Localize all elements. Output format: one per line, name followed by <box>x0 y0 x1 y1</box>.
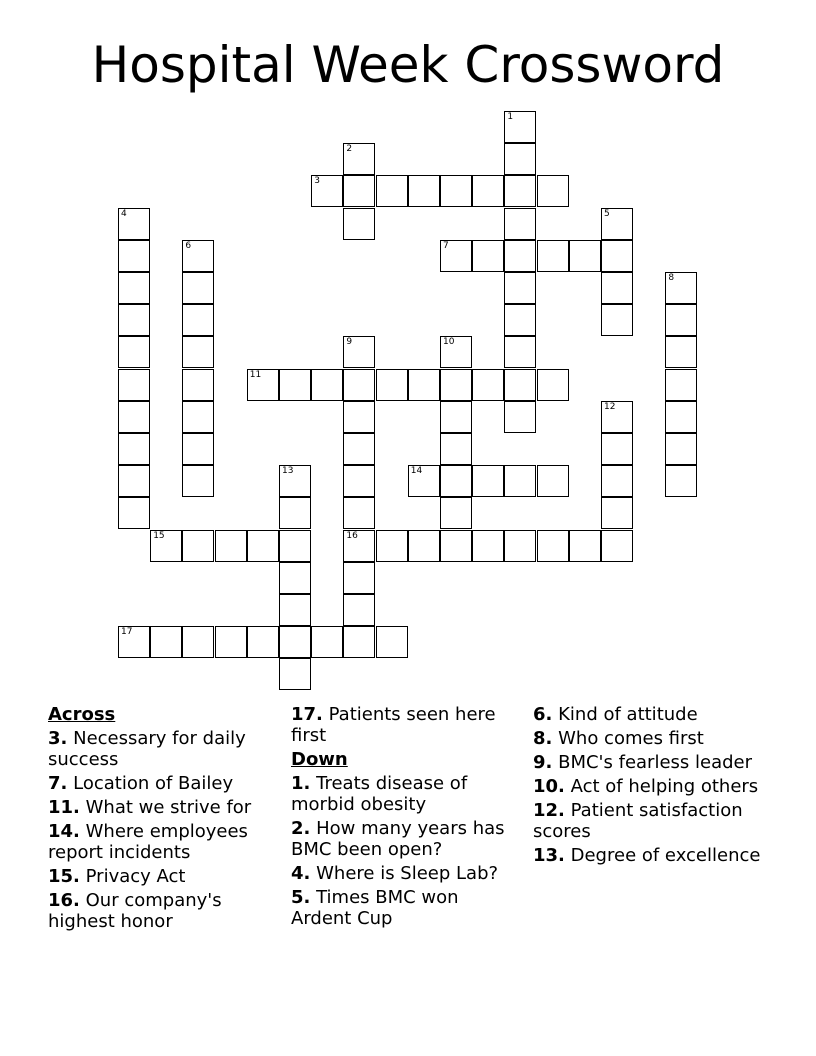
grid-cell[interactable] <box>569 530 601 562</box>
grid-cell[interactable] <box>665 465 697 497</box>
grid-cell[interactable] <box>182 369 214 401</box>
cell-number: 5 <box>604 208 610 219</box>
grid-cell[interactable] <box>408 369 440 401</box>
grid-cell[interactable] <box>182 433 214 465</box>
clue-down-10[interactable]: 10. Act of helping others <box>533 776 759 797</box>
grid-cell[interactable] <box>182 304 214 336</box>
grid-cell[interactable] <box>118 465 150 497</box>
across-heading: Across <box>48 704 116 725</box>
clue-across-17[interactable]: 17. Patients seen here first <box>291 704 496 746</box>
grid-cell[interactable] <box>279 465 311 497</box>
clue-down-6[interactable]: 6. Kind of attitude <box>533 704 698 725</box>
grid-cell[interactable] <box>118 272 150 304</box>
grid-cell[interactable] <box>182 465 214 497</box>
grid-cell[interactable] <box>343 208 375 240</box>
grid-cell[interactable] <box>182 626 214 658</box>
grid-cell[interactable] <box>311 175 343 207</box>
grid-cell[interactable] <box>376 530 408 562</box>
cell-number: 11 <box>249 369 262 380</box>
grid-cell[interactable] <box>440 175 472 207</box>
grid-cell[interactable] <box>150 626 182 658</box>
grid-cell[interactable] <box>440 240 472 272</box>
grid-cell[interactable] <box>665 433 697 465</box>
grid-cell[interactable] <box>343 562 375 594</box>
grid-cell[interactable] <box>504 143 536 175</box>
grid-cell[interactable] <box>665 369 697 401</box>
clue-column-3 <box>533 704 783 869</box>
grid-cell[interactable] <box>343 594 375 626</box>
grid-cell[interactable] <box>279 497 311 529</box>
grid-cell[interactable] <box>601 401 633 433</box>
grid-cell[interactable] <box>150 530 182 562</box>
clue-down-1[interactable]: 1. Treats disease of morbid obesity <box>291 773 468 815</box>
grid-cell[interactable] <box>665 336 697 368</box>
grid-cell[interactable] <box>343 369 375 401</box>
grid-cell[interactable] <box>537 369 569 401</box>
clue-across-14[interactable]: 14. Where employees report incidents <box>48 821 248 863</box>
grid-cell[interactable] <box>182 401 214 433</box>
grid-cell[interactable] <box>472 175 504 207</box>
cell-number: 10 <box>443 337 455 348</box>
grid-cell[interactable] <box>376 369 408 401</box>
grid-cell[interactable] <box>279 562 311 594</box>
grid-cell[interactable] <box>504 272 536 304</box>
grid-cell[interactable] <box>182 336 214 368</box>
cell-number: 7 <box>443 240 449 251</box>
grid-cell[interactable] <box>440 530 472 562</box>
grid-cell[interactable] <box>343 401 375 433</box>
grid-cell[interactable] <box>343 175 375 207</box>
grid-cell[interactable] <box>472 530 504 562</box>
clue-across-3[interactable]: 3. Necessary for daily success <box>48 728 246 770</box>
grid-cell[interactable] <box>440 369 472 401</box>
clue-column-1 <box>48 704 280 935</box>
grid-cell[interactable] <box>408 530 440 562</box>
grid-cell[interactable] <box>601 208 633 240</box>
grid-cell[interactable] <box>665 304 697 336</box>
grid-cell[interactable] <box>504 111 536 143</box>
clue-across-11[interactable]: 11. What we strive for <box>48 797 252 818</box>
grid-cell[interactable] <box>118 336 150 368</box>
grid-cell[interactable] <box>247 369 279 401</box>
grid-cell[interactable] <box>440 401 472 433</box>
grid-cell[interactable] <box>440 497 472 529</box>
grid-cell[interactable] <box>118 433 150 465</box>
clue-down-2[interactable]: 2. How many years has BMC been open? <box>291 818 505 860</box>
grid-cell[interactable] <box>504 401 536 433</box>
cell-number: 4 <box>121 208 127 219</box>
grid-cell[interactable] <box>601 272 633 304</box>
grid-cell[interactable] <box>343 433 375 465</box>
cell-number: 14 <box>410 466 423 477</box>
grid-cell[interactable] <box>537 530 569 562</box>
cell-number: 2 <box>346 144 353 155</box>
cell-number: 3 <box>314 176 320 187</box>
grid-cell[interactable] <box>504 336 536 368</box>
grid-cell[interactable] <box>279 530 311 562</box>
grid-cell[interactable] <box>215 530 247 562</box>
grid-cell[interactable] <box>118 626 150 658</box>
grid-cell[interactable] <box>376 175 408 207</box>
grid-cell[interactable] <box>118 497 150 529</box>
grid-cell[interactable] <box>504 530 536 562</box>
clue-down-12[interactable]: 12. Patient satisfaction scores <box>533 800 743 842</box>
grid-cell[interactable] <box>601 240 633 272</box>
cell-number: 16 <box>346 530 358 541</box>
grid-cell[interactable] <box>118 304 150 336</box>
grid-cell[interactable] <box>118 401 150 433</box>
grid-cell[interactable] <box>472 465 504 497</box>
grid-cell[interactable] <box>601 465 633 497</box>
grid-cell[interactable] <box>440 465 472 497</box>
cell-number: 13 <box>282 466 294 477</box>
grid-cell[interactable] <box>569 240 601 272</box>
grid-cell[interactable] <box>343 497 375 529</box>
grid-cell[interactable] <box>343 626 375 658</box>
clue-across-15[interactable]: 15. Privacy Act <box>48 866 186 887</box>
clue-down-5[interactable]: 5. Times BMC won Ardent Cup <box>291 887 459 929</box>
clue-down-13[interactable]: 13. Degree of excellence <box>533 845 761 866</box>
grid-cell[interactable] <box>118 369 150 401</box>
grid-cell[interactable] <box>343 465 375 497</box>
grid-cell[interactable] <box>601 497 633 529</box>
clue-down-9[interactable]: 9. BMC's fearless leader <box>533 752 753 773</box>
grid-cell[interactable] <box>665 401 697 433</box>
grid-cell[interactable] <box>247 530 279 562</box>
clue-column-2 <box>291 704 523 932</box>
cell-number: 1 <box>507 112 514 122</box>
grid-cell[interactable] <box>118 208 150 240</box>
grid-cell[interactable] <box>601 304 633 336</box>
grid-cell[interactable] <box>311 369 343 401</box>
grid-cell[interactable] <box>343 530 375 562</box>
grid-cell[interactable] <box>343 143 375 175</box>
grid-cell[interactable] <box>440 433 472 465</box>
grid-cell[interactable] <box>504 240 536 272</box>
grid-cell[interactable] <box>311 626 343 658</box>
cell-number: 6 <box>185 240 192 251</box>
grid-cell[interactable] <box>504 369 536 401</box>
grid-cell[interactable] <box>537 175 569 207</box>
cell-number: 8 <box>668 273 675 283</box>
grid-cell[interactable] <box>601 530 633 562</box>
grid-cell[interactable] <box>408 465 440 497</box>
grid-cell[interactable] <box>472 240 504 272</box>
grid-cell[interactable] <box>182 272 214 304</box>
clue-across-16[interactable]: 16. Our company's highest honor <box>48 890 222 932</box>
cell-number: 15 <box>153 530 165 541</box>
grid-cell[interactable] <box>504 465 536 497</box>
grid-cell[interactable] <box>279 594 311 626</box>
grid-cell[interactable] <box>504 175 536 207</box>
grid-cell[interactable] <box>247 626 279 658</box>
grid-cell[interactable] <box>537 240 569 272</box>
grid-cell[interactable] <box>182 240 214 272</box>
grid-cell[interactable] <box>504 208 536 240</box>
grid-cell[interactable] <box>440 336 472 368</box>
grid-cell[interactable] <box>215 626 247 658</box>
grid-cell[interactable] <box>601 433 633 465</box>
grid-cell[interactable] <box>279 626 311 658</box>
down-heading: Down <box>291 749 348 770</box>
cell-number: 12 <box>604 401 616 412</box>
clue-across-7[interactable]: 7. Location of Bailey <box>48 773 234 794</box>
grid-cell[interactable] <box>343 336 375 368</box>
grid-cell[interactable] <box>537 465 569 497</box>
grid-cell[interactable] <box>665 272 697 304</box>
grid-cell[interactable] <box>118 240 150 272</box>
grid-cell[interactable] <box>182 530 214 562</box>
grid-cell[interactable] <box>408 175 440 207</box>
cell-number: 9 <box>346 337 353 348</box>
cell-number: 17 <box>121 627 133 638</box>
clue-down-4[interactable]: 4. Where is Sleep Lab? <box>291 863 499 884</box>
grid-cell[interactable] <box>279 658 311 690</box>
grid-cell[interactable] <box>376 626 408 658</box>
grid-cell[interactable] <box>504 304 536 336</box>
grid-cell[interactable] <box>472 369 504 401</box>
clue-down-8[interactable]: 8. Who comes first <box>533 728 704 749</box>
page-title: Hospital Week Crossword <box>91 36 725 94</box>
grid-cell[interactable] <box>279 369 311 401</box>
